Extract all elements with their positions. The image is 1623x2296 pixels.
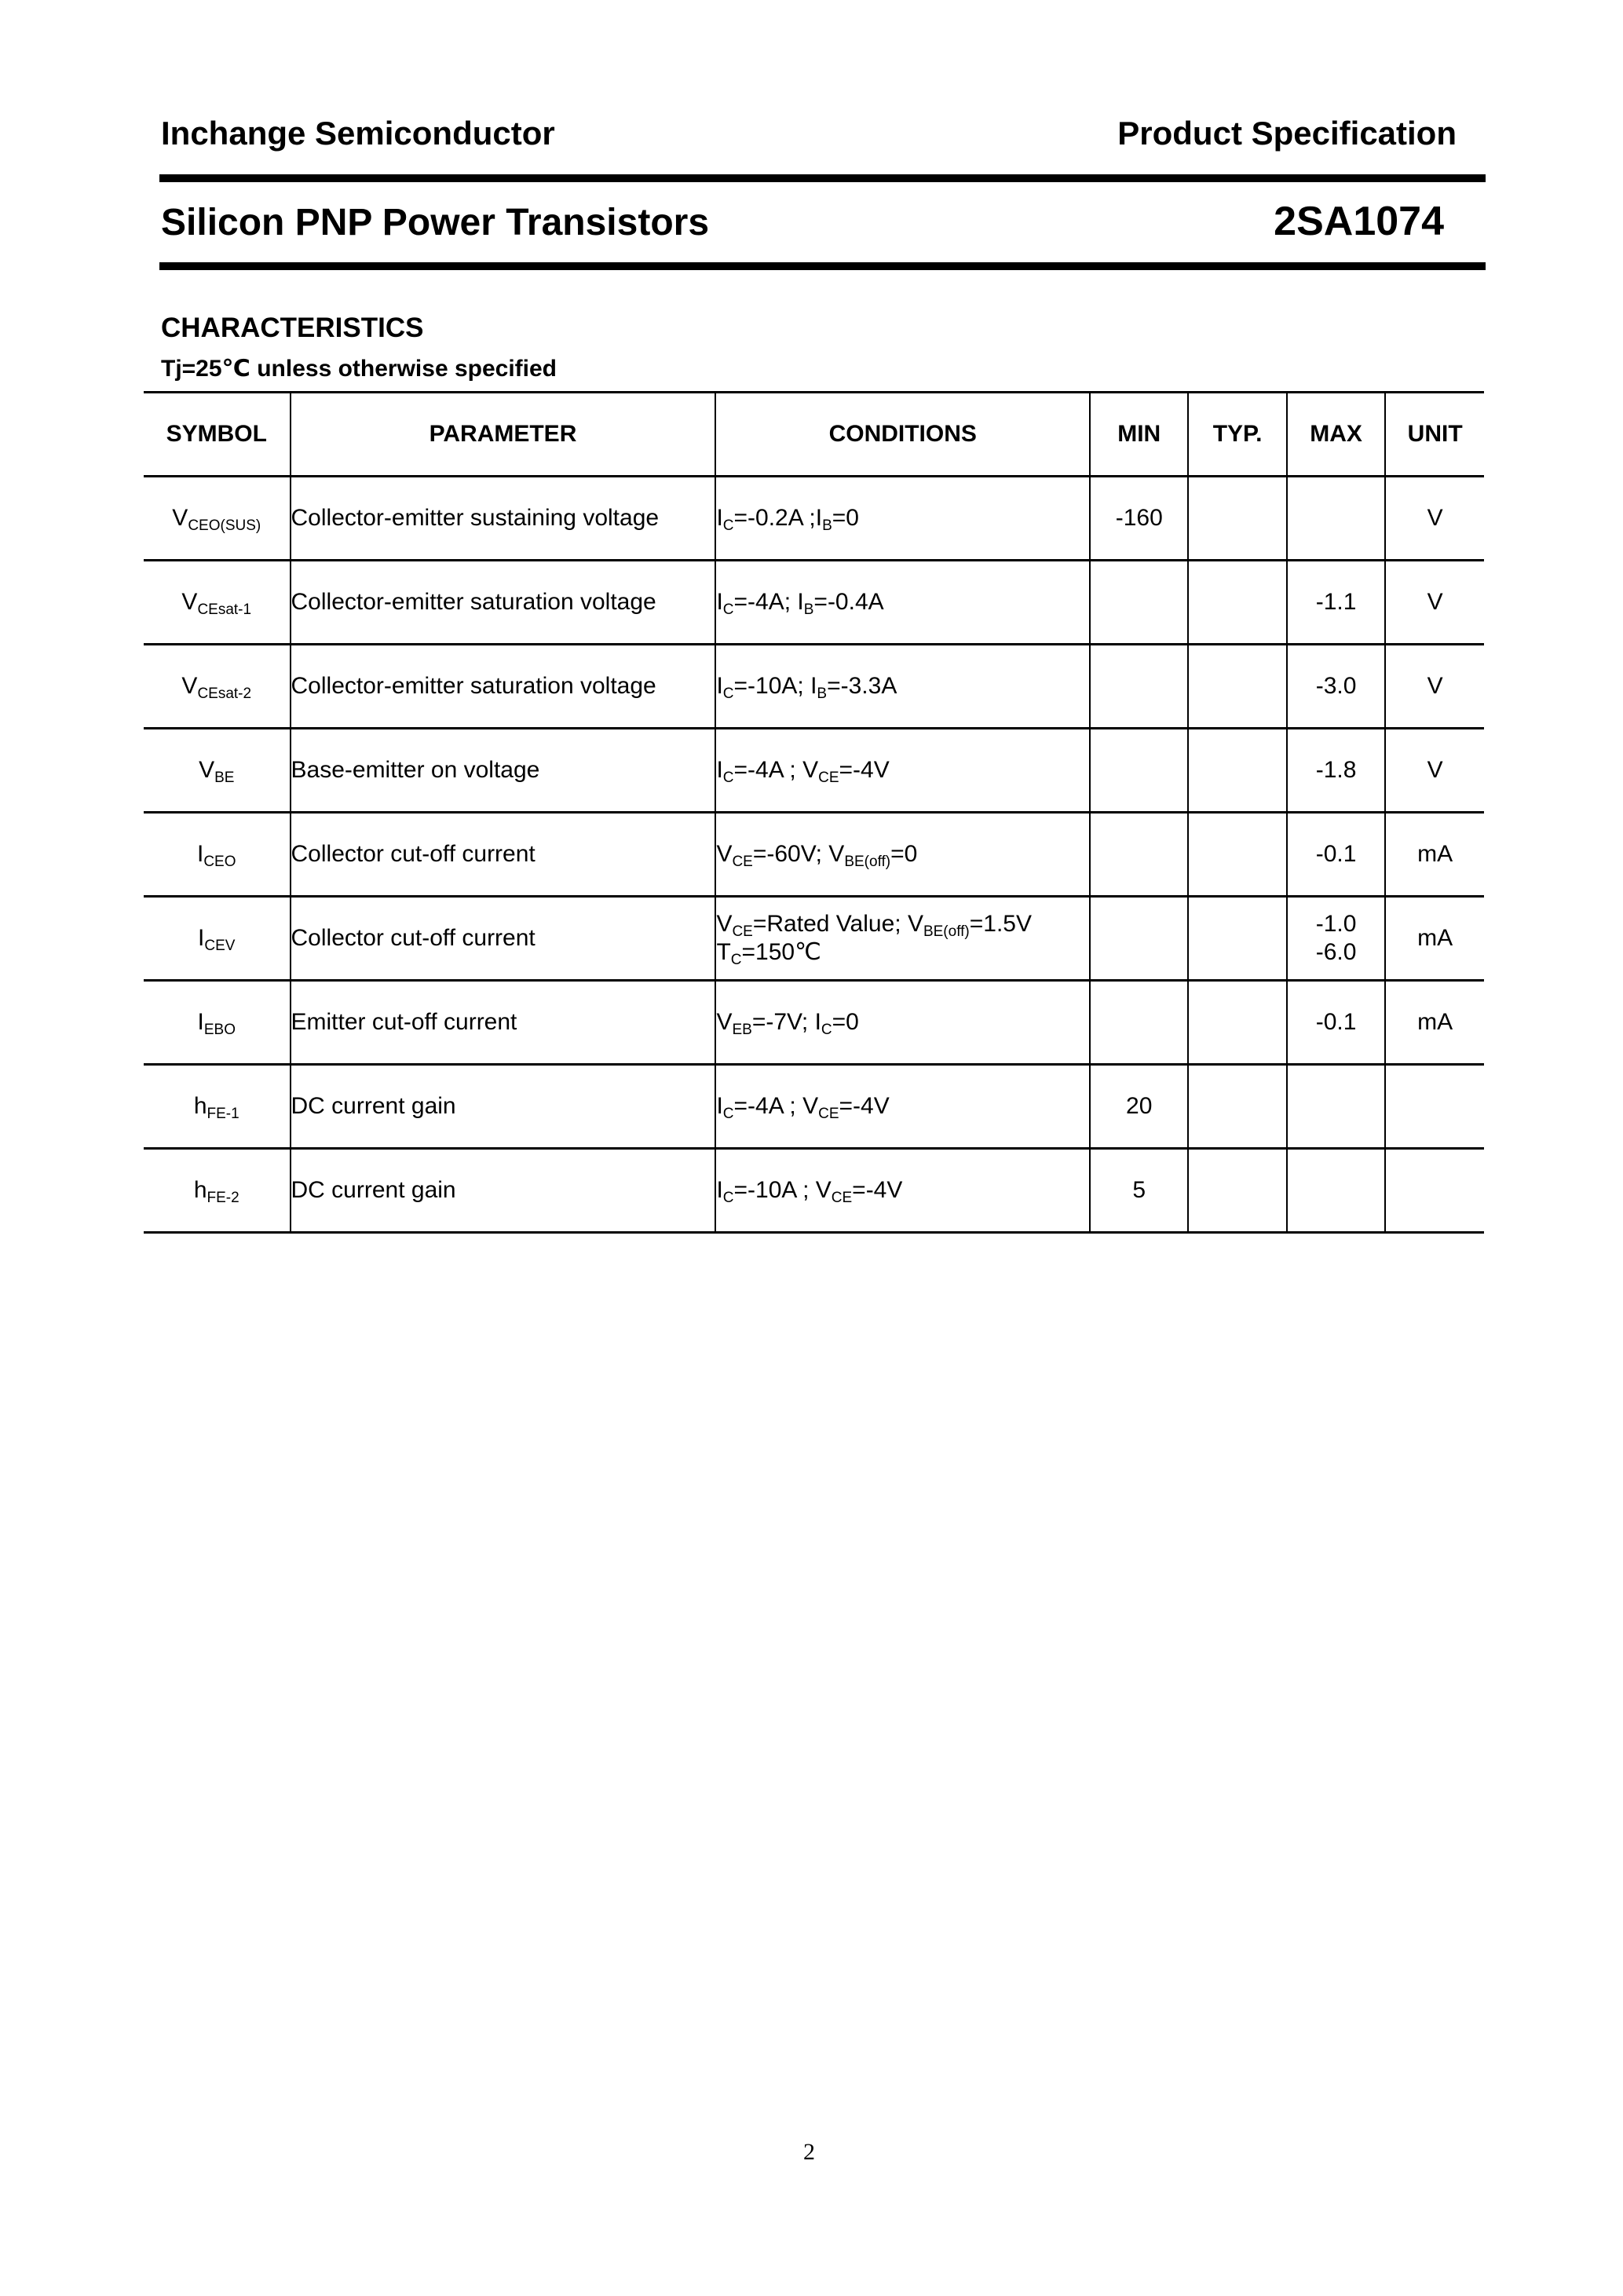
cell-max: -0.1 [1287, 981, 1386, 1065]
cell-parameter: Collector cut-off current [291, 813, 716, 897]
cell-min [1090, 897, 1188, 981]
cell-unit [1385, 1149, 1484, 1233]
condition-line: $I_C=-4A$ ; $V_{CE}=-4V$ [716, 757, 890, 786]
table-row [144, 1065, 1484, 1149]
cell-parameter: Emitter cut-off current [291, 981, 716, 1065]
header-unit: UNIT [1385, 393, 1484, 477]
cell-typ [1188, 1065, 1286, 1149]
cell-symbol: $I_{CEV}$ [144, 897, 291, 981]
document-title: Silicon PNP Power Transistors [161, 202, 710, 243]
cell-parameter: DC current gain [291, 1149, 716, 1233]
cell-conditions [715, 1065, 1090, 1149]
cell-conditions [715, 645, 1090, 729]
header-rule-bottom [159, 262, 1486, 270]
cell-symbol: $I_{CEO}$ [144, 813, 291, 897]
cell-min [1090, 813, 1188, 897]
condition-line: $V_{CE}=Rated$ Value; $V_{BE(off)}=1.5V$ [716, 911, 1032, 940]
cell-unit: V [1385, 645, 1484, 729]
cell-unit: mA [1385, 897, 1484, 981]
cell-conditions [715, 981, 1090, 1065]
table-row [144, 729, 1484, 813]
header-rule-top [159, 174, 1486, 182]
condition-line: $V_{EB}=-7V$; $I_C=0$ [716, 1009, 859, 1038]
condition-line: $I_C=-4A$ ; $V_{CE}=-4V$ [716, 1093, 890, 1122]
condition-line: $I_C=-0.2A$ $;I_B=0$ [716, 505, 859, 534]
cell-parameter: DC current gain [291, 1065, 716, 1149]
cell-typ [1188, 729, 1286, 813]
cell-conditions [715, 561, 1090, 645]
cell-min: 5 [1090, 1149, 1188, 1233]
cell-min: 20 [1090, 1065, 1188, 1149]
cell-conditions [715, 729, 1090, 813]
characteristics-table [144, 391, 1484, 1234]
cell-typ [1188, 477, 1286, 561]
cell-symbol: $V_{CEsat-2}$ [144, 645, 291, 729]
part-number: 2SA1074 [1274, 199, 1444, 244]
cell-conditions [715, 477, 1090, 561]
condition-line: $T_C=150℃$ [716, 939, 821, 968]
table-row [144, 981, 1484, 1065]
section-title: CHARACTERISTICS [161, 313, 424, 343]
condition-line: $V_{CE}=-60V$; $V_{BE(off)}=0$ [716, 841, 918, 870]
cell-symbol: $h_{FE-1}$ [144, 1065, 291, 1149]
section-condition: Tj=25℃ unless otherwise specified [161, 356, 557, 382]
cell-typ [1188, 561, 1286, 645]
condition-line: $I_C=-4A$; $I_B=-0.4A$ [716, 589, 884, 618]
header-max: MAX [1287, 393, 1386, 477]
cell-min [1090, 729, 1188, 813]
cell-max: -3.0 [1287, 645, 1386, 729]
cell-max [1287, 1065, 1386, 1149]
table-header-row [144, 393, 1484, 477]
header-min: MIN [1090, 393, 1188, 477]
table-row [144, 813, 1484, 897]
cell-conditions [715, 897, 1090, 981]
cell-typ [1188, 813, 1286, 897]
table-row [144, 477, 1484, 561]
cell-max: -0.1 [1287, 813, 1386, 897]
cell-max: -1.8 [1287, 729, 1386, 813]
header-typ: TYP. [1188, 393, 1286, 477]
table-row [144, 561, 1484, 645]
cell-parameter: Collector-emitter saturation voltage [291, 561, 716, 645]
cell-unit: V [1385, 561, 1484, 645]
company-name: Inchange Semiconductor [161, 115, 555, 152]
cell-min [1090, 981, 1188, 1065]
condition-line: $I_C=-10A$; $I_B=-3.3A$ [716, 673, 897, 702]
page-number: 2 [803, 2139, 815, 2165]
cell-symbol: $V_{CEO(SUS)}$ [144, 477, 291, 561]
cell-parameter: Collector-emitter saturation voltage [291, 645, 716, 729]
cell-unit: V [1385, 729, 1484, 813]
header-parameter: PARAMETER [291, 393, 716, 477]
cell-min: -160 [1090, 477, 1188, 561]
cell-max: -1.1 [1287, 561, 1386, 645]
cell-symbol: $h_{FE-2}$ [144, 1149, 291, 1233]
cell-max: -1.0 -6.0 [1287, 897, 1386, 981]
cell-max [1287, 477, 1386, 561]
cell-parameter: Base-emitter on voltage [291, 729, 716, 813]
table-row [144, 645, 1484, 729]
cell-typ [1188, 897, 1286, 981]
header-conditions: CONDITIONS [715, 393, 1090, 477]
cell-min [1090, 645, 1188, 729]
cell-conditions [715, 1149, 1090, 1233]
cell-conditions [715, 813, 1090, 897]
cell-unit: V [1385, 477, 1484, 561]
cell-symbol: $V_{BE}$ [144, 729, 291, 813]
cell-unit [1385, 1065, 1484, 1149]
cell-unit: mA [1385, 981, 1484, 1065]
cell-min [1090, 561, 1188, 645]
cell-typ [1188, 645, 1286, 729]
cell-parameter: Collector cut-off current [291, 897, 716, 981]
cell-max [1287, 1149, 1386, 1233]
cell-symbol: $I_{EBO}$ [144, 981, 291, 1065]
condition-line: $I_C=-10A$ ; $V_{CE}=-4V$ [716, 1177, 903, 1206]
cell-symbol: $V_{CEsat-1}$ [144, 561, 291, 645]
table-row [144, 1149, 1484, 1233]
cell-typ [1188, 1149, 1286, 1233]
header-symbol: SYMBOL [144, 393, 291, 477]
table-row [144, 897, 1484, 981]
cell-parameter: Collector-emitter sustaining voltage [291, 477, 716, 561]
cell-unit: mA [1385, 813, 1484, 897]
cell-typ [1188, 981, 1286, 1065]
spec-label: Product Specification [1117, 115, 1457, 152]
